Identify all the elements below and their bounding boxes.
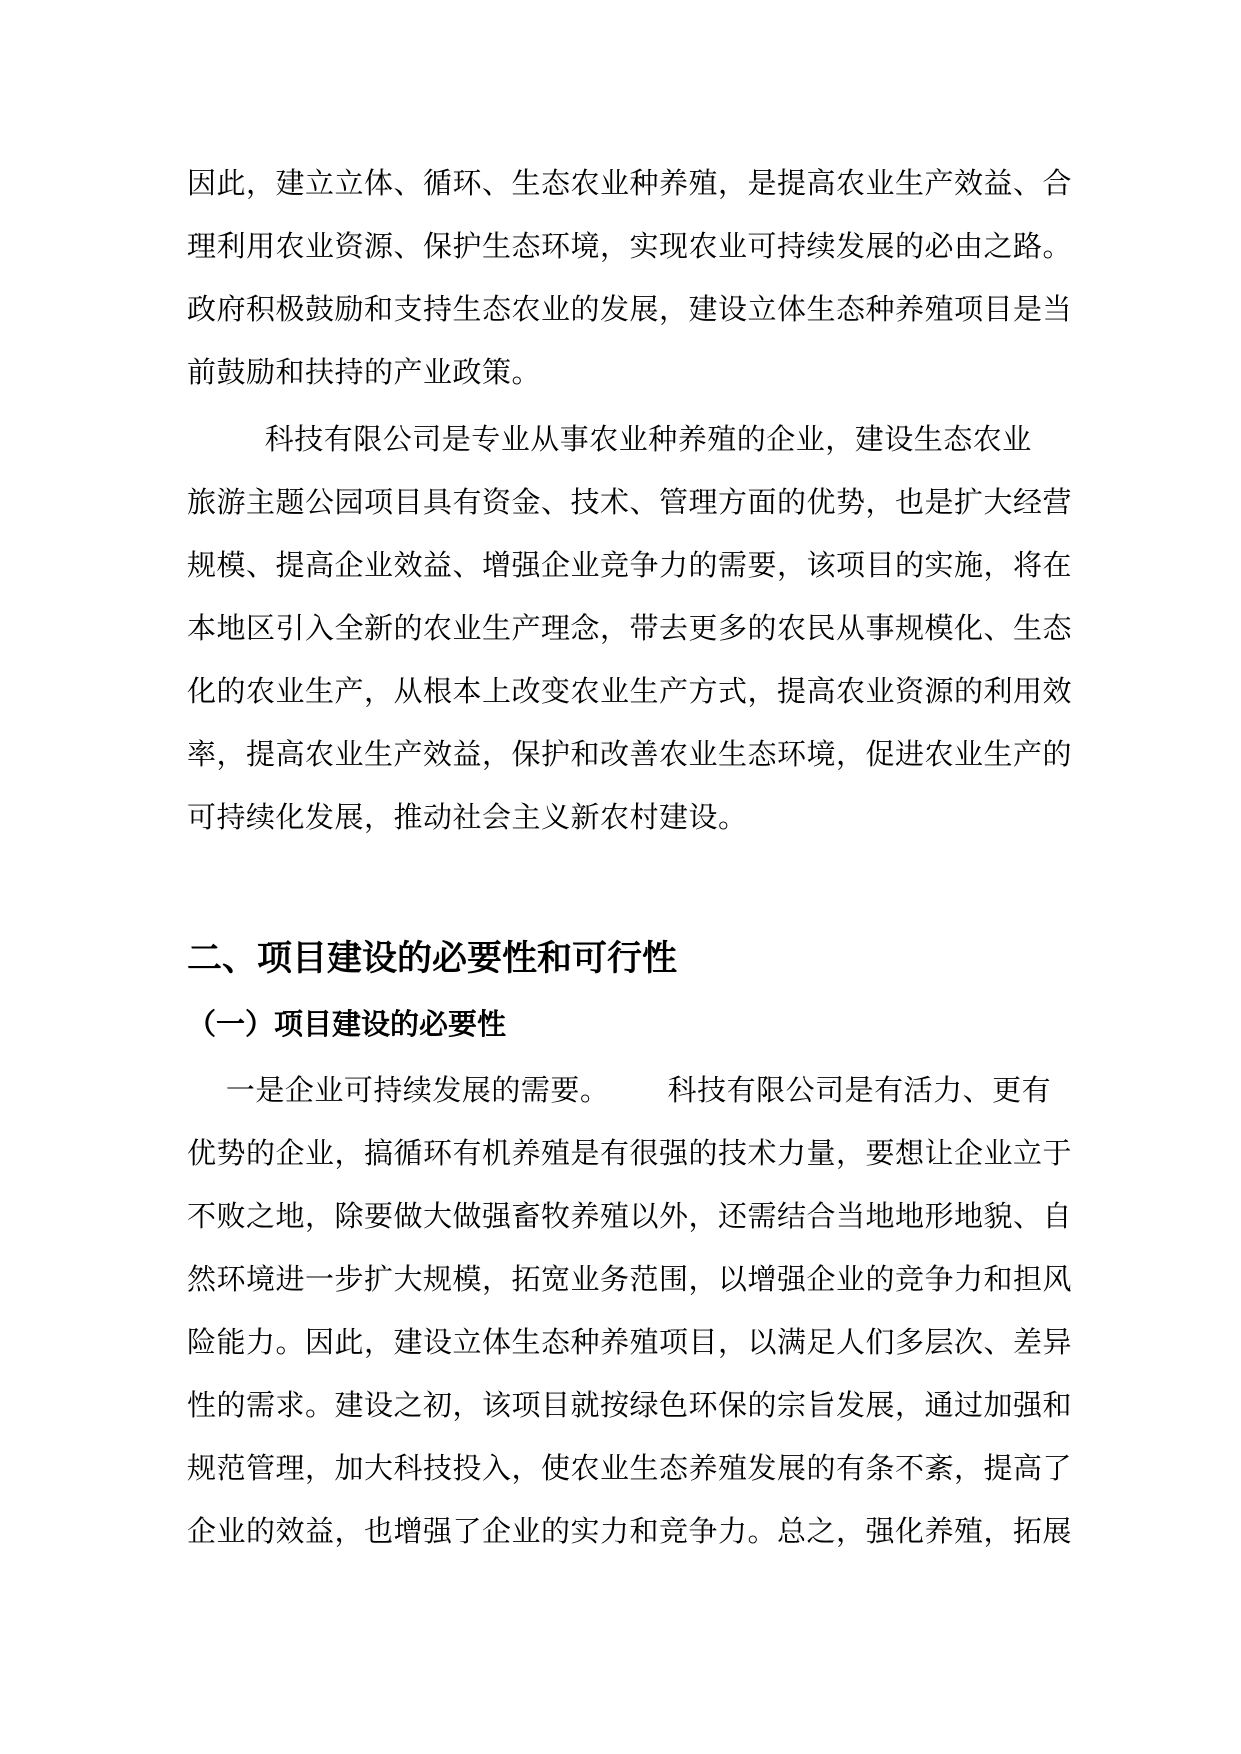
paragraph-2-line-4: 本地区引入全新的农业生产理念，带去更多的农民从事规模化、生态 xyxy=(187,611,1073,645)
paragraph-2-line-5: 化的农业生产，从根本上改变农业生产方式，提高农业资源的利用效 xyxy=(187,674,1073,708)
paragraph-3-line-7: 规范管理，加大科技投入，使农业生态养殖发展的有条不紊，提高了 xyxy=(187,1451,1073,1485)
paragraph-1-line-3: 政府积极鼓励和支持生态农业的发展，建设立体生态种养殖项目是当 xyxy=(187,292,1073,326)
section-heading: 二、项目建设的必要性和可行性 xyxy=(187,939,678,979)
paragraph-2-line-6: 率，提高农业生产效益，保护和改善农业生态环境，促进农业生产的 xyxy=(187,737,1073,771)
subsection-heading: （一）项目建设的必要性 xyxy=(187,1007,507,1041)
paragraph-2-line-3: 规模、提高企业效益、增强企业竞争力的需要，该项目的实施，将在 xyxy=(187,548,1073,582)
paragraph-3-line-4: 然环境进一步扩大规模，拓宽业务范围，以增强企业的竞争力和担风 xyxy=(187,1262,1073,1296)
paragraph-3-line-1: 一是企业可持续发展的需要。 科技有限公司是有活力、更有 xyxy=(187,1073,1052,1107)
paragraph-3-line-5: 险能力。因此，建设立体生态种养殖项目，以满足人们多层次、差异 xyxy=(187,1325,1073,1359)
paragraph-2-line-2: 旅游主题公园项目具有资金、技术、管理方面的优势，也是扩大经营 xyxy=(187,485,1073,519)
paragraph-3-line-8: 企业的效益，也增强了企业的实力和竞争力。总之，强化养殖，拓展 xyxy=(187,1514,1073,1548)
paragraph-3-line-3: 不败之地，除要做大做强畜牧养殖以外，还需结合当地地形地貌、自 xyxy=(187,1199,1073,1233)
paragraph-2-line-7: 可持续化发展，推动社会主义新农村建设。 xyxy=(187,800,748,834)
paragraph-1-line-2: 理利用农业资源、保护生态环境，实现农业可持续发展的必由之路。 xyxy=(187,229,1073,263)
paragraph-3-line-2: 优势的企业，搞循环有机养殖是有很强的技术力量，要想让企业立于 xyxy=(187,1136,1073,1170)
paragraph-2-line-1: 科技有限公司是专业从事农业种养殖的企业，建设生态农业 xyxy=(187,422,1032,456)
paragraph-3-line-6: 性的需求。建设之初，该项目就按绿色环保的宗旨发展，通过加强和 xyxy=(187,1388,1073,1422)
paragraph-1-line-1: 因此，建立立体、循环、生态农业种养殖，是提高农业生产效益、合 xyxy=(187,166,1073,200)
paragraph-1-line-4: 前鼓励和扶持的产业政策。 xyxy=(187,355,542,389)
